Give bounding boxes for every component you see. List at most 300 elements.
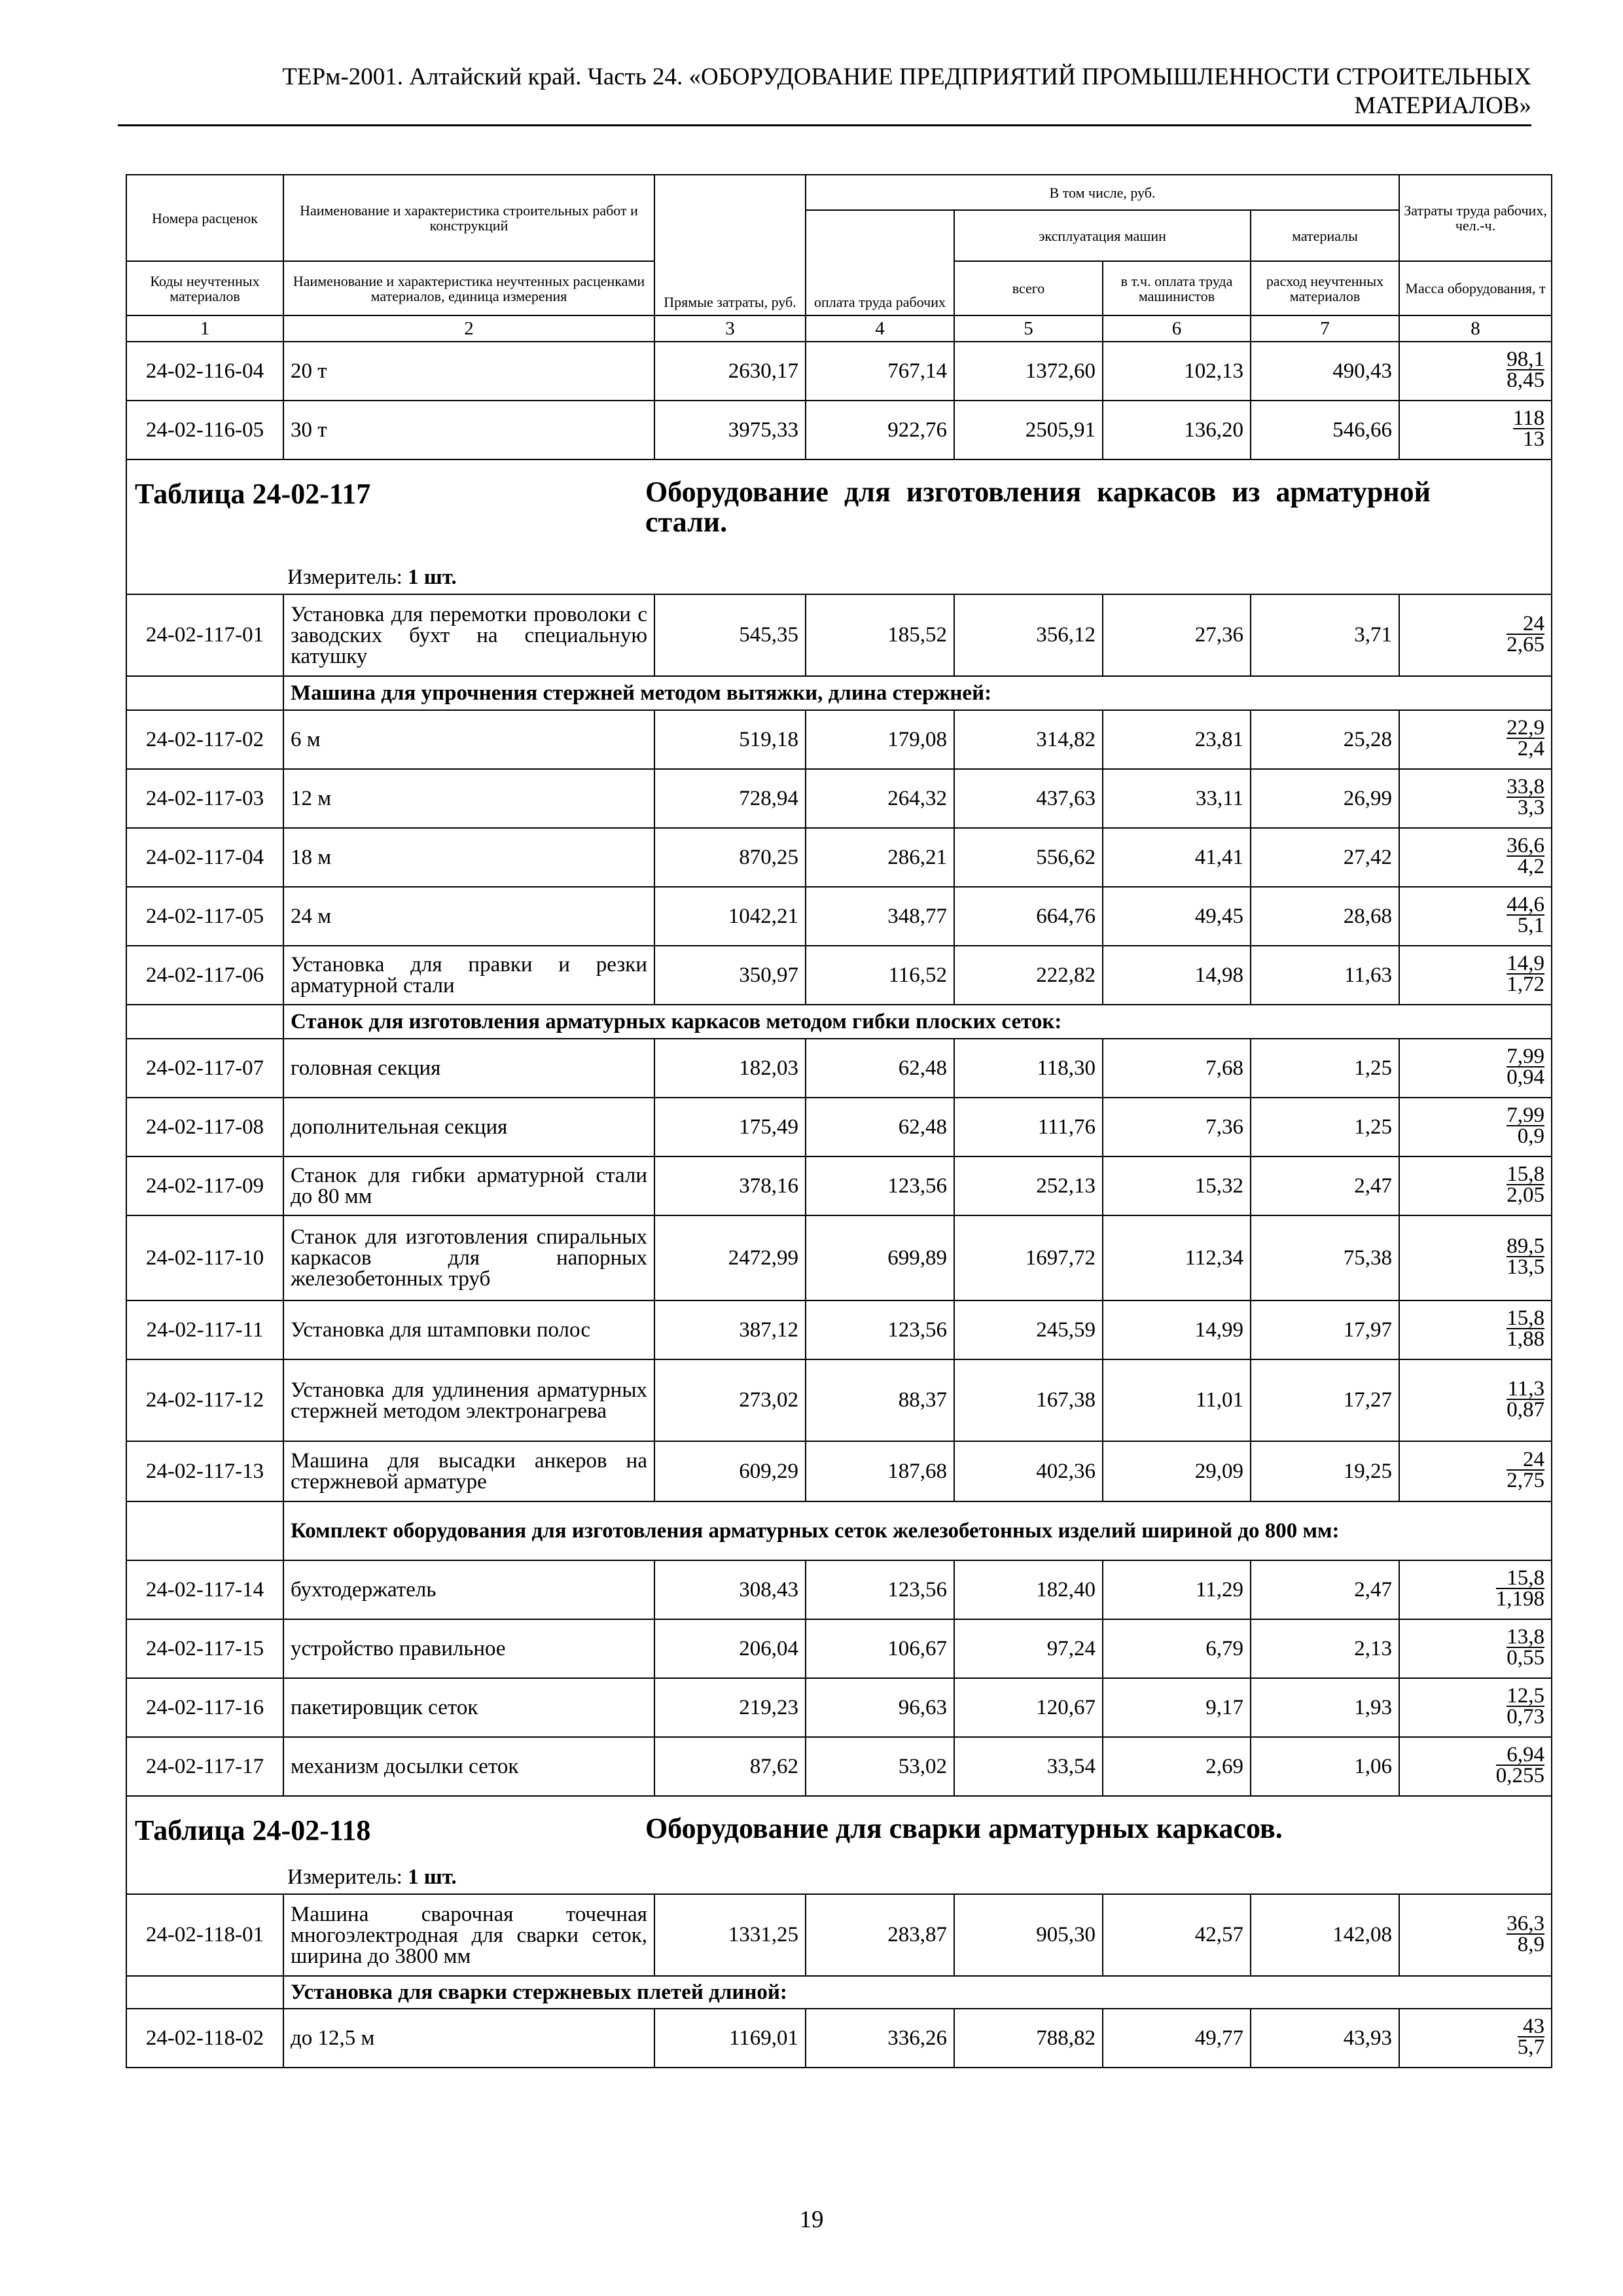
column-number: 2 — [283, 315, 654, 342]
labor-hours: 33,8 — [1507, 775, 1545, 798]
equipment-mass: 8,45 — [1507, 368, 1545, 392]
machinists-pay: 49,45 — [1103, 887, 1251, 946]
table-row — [126, 828, 1552, 887]
equipment-mass: 3,3 — [1517, 796, 1545, 819]
machinists-pay: 7,36 — [1103, 1098, 1251, 1157]
materials-cost: 1,06 — [1251, 1737, 1399, 1796]
work-name: 6 м — [283, 710, 654, 769]
col-header-direct: Прямые затраты, руб. — [654, 175, 806, 315]
group-blank — [126, 676, 283, 710]
table-row — [126, 769, 1552, 828]
machines-total: 222,82 — [954, 946, 1103, 1005]
work-name: механизм досылки сеток — [283, 1737, 654, 1796]
equipment-mass: 5,7 — [1517, 2036, 1545, 2059]
labor-mass-fraction — [1399, 1619, 1552, 1678]
fraction — [1507, 895, 1544, 935]
labor-mass-fraction — [1399, 1441, 1552, 1501]
col-header-codes: Номера расценок — [126, 175, 283, 261]
fraction — [1507, 1236, 1544, 1277]
group-heading: Установка для сварки стержневых плетей длиной: — [283, 1976, 1552, 2009]
equipment-mass: 4,2 — [1517, 855, 1545, 878]
direct-costs: 609,29 — [654, 1441, 806, 1501]
unit-prefix: Измеритель: — [287, 565, 402, 589]
work-name: 30 т — [283, 401, 654, 459]
section-title-line — [127, 1797, 1551, 1847]
page-number: 19 — [799, 2206, 824, 2233]
workers-pay: 53,02 — [806, 1737, 954, 1796]
rate-code: 24-02-117-05 — [126, 887, 283, 946]
work-name: Машина сварочная точечная многоэлектродная для сварки сеток, ширина до 3800 мм — [283, 1894, 654, 1976]
col-header-materials: материалы — [1251, 210, 1399, 261]
fraction — [1507, 1308, 1544, 1349]
labor-mass-fraction — [1399, 946, 1552, 1005]
labor-mass-fraction — [1399, 1039, 1552, 1098]
machinists-pay: 42,57 — [1103, 1894, 1251, 1976]
workers-pay: 179,08 — [806, 710, 954, 769]
labor-mass-fraction — [1399, 2009, 1552, 2068]
work-name: Установка для перемотки проволоки с заводских бухт на специальную катушку — [283, 594, 654, 676]
materials-cost: 1,93 — [1251, 1678, 1399, 1737]
materials-cost: 3,71 — [1251, 594, 1399, 676]
workers-pay: 264,32 — [806, 769, 954, 828]
fraction — [1507, 350, 1544, 390]
table-row — [126, 1039, 1552, 1098]
section-title-row — [126, 1796, 1552, 1894]
column-number: 3 — [654, 315, 806, 342]
rate-code: 24-02-117-14 — [126, 1560, 283, 1619]
machines-total: 118,30 — [954, 1039, 1103, 1098]
work-name: 24 м — [283, 887, 654, 946]
work-name: 12 м — [283, 769, 654, 828]
machinists-pay: 29,09 — [1103, 1441, 1251, 1501]
machinists-pay: 49,77 — [1103, 2009, 1251, 2068]
work-name: головная секция — [283, 1039, 654, 1098]
fraction — [1507, 1376, 1545, 1422]
table-row — [126, 401, 1552, 459]
col-header-machinists-pay: в т.ч. оплата труда машинистов — [1103, 261, 1251, 315]
machinists-pay: 11,29 — [1103, 1560, 1251, 1619]
table-row — [126, 1619, 1552, 1678]
fraction — [1507, 1105, 1544, 1146]
machinists-pay: 2,69 — [1103, 1737, 1251, 1796]
labor-hours: 89,5 — [1507, 1234, 1545, 1258]
equipment-mass: 2,65 — [1507, 632, 1545, 656]
machinists-pay: 15,32 — [1103, 1157, 1251, 1215]
materials-cost: 2,47 — [1251, 1560, 1399, 1619]
column-number: 6 — [1103, 315, 1251, 342]
direct-costs: 1042,21 — [654, 887, 806, 946]
group-heading-row — [126, 1501, 1552, 1560]
work-name: Установка для удлинения арматурных стержней методом электронагрева — [283, 1359, 654, 1441]
labor-hours: 44,6 — [1507, 893, 1545, 916]
fraction — [1507, 1047, 1544, 1087]
materials-cost: 25,28 — [1251, 710, 1399, 769]
machines-total: 314,82 — [954, 710, 1103, 769]
col-header-labor: Затраты труда рабочих, чел.-ч. — [1399, 175, 1552, 261]
table-row — [126, 2009, 1552, 2068]
fraction — [1507, 1164, 1544, 1205]
equipment-mass: 8,9 — [1517, 1932, 1545, 1956]
work-name: бухтодержатель — [283, 1560, 654, 1619]
header-row-1 — [126, 175, 1552, 210]
col-header-unaccounted-materials: расход неучтенных материалов — [1251, 261, 1399, 315]
col-header-unaccounted-codes: Коды неучтенных материалов — [126, 261, 283, 315]
rate-code: 24-02-117-07 — [126, 1039, 283, 1098]
labor-hours: 22,9 — [1507, 716, 1545, 740]
direct-costs: 2472,99 — [654, 1215, 806, 1300]
fraction — [1507, 1450, 1544, 1490]
materials-cost: 43,93 — [1251, 2009, 1399, 2068]
equipment-mass: 0,73 — [1507, 1705, 1545, 1729]
machines-total: 905,30 — [954, 1894, 1103, 1976]
section-unit — [127, 565, 457, 591]
workers-pay: 96,63 — [806, 1678, 954, 1737]
materials-cost: 142,08 — [1251, 1894, 1399, 1976]
direct-costs: 378,16 — [654, 1157, 806, 1215]
machinists-pay: 136,20 — [1103, 401, 1251, 459]
workers-pay: 123,56 — [806, 1560, 954, 1619]
labor-hours: 6,94 — [1496, 1745, 1544, 1766]
fraction — [1513, 408, 1544, 449]
direct-costs: 2630,17 — [654, 342, 806, 401]
header-line-2: МАТЕРИАЛОВ» — [1354, 92, 1531, 119]
workers-pay: 922,76 — [806, 401, 954, 459]
work-name: дополнительная секция — [283, 1098, 654, 1157]
equipment-mass: 0,9 — [1517, 1124, 1545, 1148]
workers-pay: 185,52 — [806, 594, 954, 676]
rate-code: 24-02-117-13 — [126, 1441, 283, 1501]
labor-hours: 36,6 — [1507, 834, 1545, 857]
equipment-mass: 0,255 — [1495, 1764, 1545, 1787]
direct-costs: 350,97 — [654, 946, 806, 1005]
labor-mass-fraction — [1399, 1359, 1552, 1441]
equipment-mass: 5,1 — [1517, 914, 1545, 937]
labor-mass-fraction — [1399, 1678, 1552, 1737]
labor-hours: 14,9 — [1507, 952, 1545, 975]
machines-total: 97,24 — [954, 1619, 1103, 1678]
machines-total: 664,76 — [954, 887, 1103, 946]
workers-pay: 187,68 — [806, 1441, 954, 1501]
table-row — [126, 1560, 1552, 1619]
rate-code: 24-02-117-09 — [126, 1157, 283, 1215]
equipment-mass: 0,87 — [1507, 1397, 1545, 1422]
machines-total: 788,82 — [954, 2009, 1103, 2068]
work-name: Установка для правки и резки арматурной стали — [283, 946, 654, 1005]
workers-pay: 767,14 — [806, 342, 954, 401]
machinists-pay: 6,79 — [1103, 1619, 1251, 1678]
fraction — [1507, 1686, 1544, 1727]
workers-pay: 336,26 — [806, 2009, 954, 2068]
fraction — [1507, 777, 1544, 817]
direct-costs: 545,35 — [654, 594, 806, 676]
column-number: 1 — [126, 315, 283, 342]
direct-costs: 387,12 — [654, 1300, 806, 1359]
table-row — [126, 946, 1552, 1005]
direct-costs: 219,23 — [654, 1678, 806, 1737]
materials-cost: 17,27 — [1251, 1359, 1399, 1441]
table-row — [126, 710, 1552, 769]
materials-cost: 2,47 — [1251, 1157, 1399, 1215]
labor-hours: 7,99 — [1507, 1103, 1545, 1127]
fraction — [1507, 954, 1544, 994]
group-heading: Машина для упрочнения стержней методом вытяжки, длина стержней: — [283, 676, 1552, 710]
workers-pay: 283,87 — [806, 1894, 954, 1976]
rate-code: 24-02-117-16 — [126, 1678, 283, 1737]
machines-total: 2505,91 — [954, 401, 1103, 459]
rate-code: 24-02-117-10 — [126, 1215, 283, 1300]
labor-mass-fraction — [1399, 1157, 1552, 1215]
direct-costs: 308,43 — [654, 1560, 806, 1619]
rate-code: 24-02-117-12 — [126, 1359, 283, 1441]
col-header-machines-total: всего — [954, 261, 1103, 315]
machinists-pay: 112,34 — [1103, 1215, 1251, 1300]
col-header-workers-pay: оплата труда рабочих — [806, 210, 954, 315]
machines-total: 167,38 — [954, 1359, 1103, 1441]
table-row — [126, 1678, 1552, 1737]
equipment-mass: 2,05 — [1507, 1183, 1545, 1207]
labor-hours: 98,1 — [1507, 348, 1545, 371]
fraction — [1496, 1745, 1544, 1785]
section-title-line — [127, 460, 1551, 537]
work-name: 20 т — [283, 342, 654, 401]
unit-value: 1 шт. — [408, 1865, 457, 1889]
labor-mass-fraction — [1399, 769, 1552, 828]
labor-mass-fraction — [1399, 594, 1552, 676]
group-heading-row — [126, 1005, 1552, 1039]
column-number: 4 — [806, 315, 954, 342]
equipment-mass: 13 — [1523, 427, 1545, 451]
labor-mass-fraction — [1399, 1560, 1552, 1619]
rate-code: 24-02-117-04 — [126, 828, 283, 887]
equipment-mass: 1,72 — [1507, 973, 1545, 996]
group-heading-row — [126, 676, 1552, 710]
section-table-label: Таблица 24-02-117 — [135, 478, 371, 510]
direct-costs: 182,03 — [654, 1039, 806, 1098]
table-row — [126, 1359, 1552, 1441]
materials-cost: 28,68 — [1251, 887, 1399, 946]
rate-code: 24-02-118-01 — [126, 1894, 283, 1976]
section-heading — [126, 459, 1552, 594]
materials-cost: 19,25 — [1251, 1441, 1399, 1501]
workers-pay: 106,67 — [806, 1619, 954, 1678]
machinists-pay: 27,36 — [1103, 594, 1251, 676]
work-name: Станок для гибки арматурной стали до 80 мм — [283, 1157, 654, 1215]
workers-pay: 88,37 — [806, 1359, 954, 1441]
fraction — [1518, 2017, 1544, 2057]
col-header-machines: эксплуатация машин — [954, 210, 1251, 261]
materials-cost: 11,63 — [1251, 946, 1399, 1005]
labor-mass-fraction — [1399, 342, 1552, 401]
table-row — [126, 1215, 1552, 1300]
direct-costs: 175,49 — [654, 1098, 806, 1157]
table-row — [126, 887, 1552, 946]
workers-pay: 116,52 — [806, 946, 954, 1005]
machinists-pay: 23,81 — [1103, 710, 1251, 769]
direct-costs: 3975,33 — [654, 401, 806, 459]
rates-table — [126, 174, 1552, 2068]
work-name: Машина для высадки анкеров на стержневой арматуре — [283, 1441, 654, 1501]
labor-hours: 15,8 — [1507, 1162, 1545, 1186]
col-header-unaccounted-name: Наименование и характеристика неучтенных расценками материалов, единица измерения — [283, 261, 654, 315]
materials-cost: 26,99 — [1251, 769, 1399, 828]
machinists-pay: 102,13 — [1103, 342, 1251, 401]
machinists-pay: 9,17 — [1103, 1678, 1251, 1737]
work-name: Установка для штамповки полос — [283, 1300, 654, 1359]
section-title-row — [126, 459, 1552, 594]
table-row — [126, 342, 1552, 401]
workers-pay: 348,77 — [806, 887, 954, 946]
col-header-name: Наименование и характеристика строительных работ и конструкций — [283, 175, 654, 261]
workers-pay: 123,56 — [806, 1300, 954, 1359]
rate-code: 24-02-116-04 — [126, 342, 283, 401]
materials-cost: 1,25 — [1251, 1039, 1399, 1098]
group-heading: Станок для изготовления арматурных каркасов методом гибки плоских сеток: — [283, 1005, 1552, 1039]
machines-total: 252,13 — [954, 1157, 1103, 1215]
group-blank — [126, 1501, 283, 1560]
materials-cost: 1,25 — [1251, 1098, 1399, 1157]
column-number: 8 — [1399, 315, 1552, 342]
labor-hours: 15,8 — [1496, 1568, 1544, 1589]
labor-hours: 12,5 — [1507, 1684, 1545, 1708]
labor-mass-fraction — [1399, 887, 1552, 946]
fraction — [1507, 718, 1544, 759]
workers-pay: 62,48 — [806, 1039, 954, 1098]
machines-total: 437,63 — [954, 769, 1103, 828]
work-name: до 12,5 м — [283, 2009, 654, 2068]
equipment-mass: 1,198 — [1495, 1587, 1545, 1611]
machinists-pay: 11,01 — [1103, 1359, 1251, 1441]
page-header — [118, 63, 1531, 120]
direct-costs: 870,25 — [654, 828, 806, 887]
machinists-pay: 7,68 — [1103, 1039, 1251, 1098]
fraction — [1507, 1627, 1544, 1668]
table-row — [126, 1098, 1552, 1157]
rate-code: 24-02-118-02 — [126, 2009, 283, 2068]
labor-hours: 36,3 — [1507, 1911, 1545, 1935]
rate-code: 24-02-117-01 — [126, 594, 283, 676]
rate-code: 24-02-117-06 — [126, 946, 283, 1005]
column-number: 5 — [954, 315, 1103, 342]
fraction — [1507, 611, 1545, 656]
machines-total: 182,40 — [954, 1560, 1103, 1619]
section-heading — [126, 1796, 1552, 1894]
work-name: 18 м — [283, 828, 654, 887]
column-number: 7 — [1251, 315, 1399, 342]
machines-total: 556,62 — [954, 828, 1103, 887]
direct-costs: 728,94 — [654, 769, 806, 828]
labor-mass-fraction — [1399, 1098, 1552, 1157]
machinists-pay: 41,41 — [1103, 828, 1251, 887]
materials-cost: 17,97 — [1251, 1300, 1399, 1359]
table-row — [126, 1737, 1552, 1796]
header-rule — [118, 124, 1531, 126]
labor-hours: 24 — [1507, 614, 1544, 635]
group-blank — [126, 1976, 283, 2009]
materials-cost: 27,42 — [1251, 828, 1399, 887]
workers-pay: 699,89 — [806, 1215, 954, 1300]
column-numbers-row — [126, 315, 1552, 342]
rate-code: 24-02-117-08 — [126, 1098, 283, 1157]
table-row — [126, 594, 1552, 676]
materials-cost: 2,13 — [1251, 1619, 1399, 1678]
workers-pay: 286,21 — [806, 828, 954, 887]
machines-total: 1697,72 — [954, 1215, 1103, 1300]
table-row — [126, 1300, 1552, 1359]
rate-code: 24-02-117-17 — [126, 1737, 283, 1796]
section-unit — [127, 1865, 457, 1891]
work-name: пакетировщик сеток — [283, 1678, 654, 1737]
direct-costs: 1331,25 — [654, 1894, 806, 1976]
rate-code: 24-02-117-15 — [126, 1619, 283, 1678]
equipment-mass: 1,88 — [1507, 1327, 1545, 1351]
machines-total: 402,36 — [954, 1441, 1103, 1501]
work-name: устройство правильное — [283, 1619, 654, 1678]
materials-cost: 490,43 — [1251, 342, 1399, 401]
direct-costs: 206,04 — [654, 1619, 806, 1678]
group-blank — [126, 1005, 283, 1039]
direct-costs: 519,18 — [654, 710, 806, 769]
labor-mass-fraction — [1399, 401, 1552, 459]
equipment-mass: 2,4 — [1517, 737, 1545, 761]
rate-code: 24-02-116-05 — [126, 401, 283, 459]
equipment-mass: 2,75 — [1507, 1469, 1545, 1492]
labor-mass-fraction — [1399, 710, 1552, 769]
machines-total: 245,59 — [954, 1300, 1103, 1359]
table-row — [126, 1894, 1552, 1976]
labor-hours: 15,8 — [1507, 1306, 1545, 1330]
workers-pay: 62,48 — [806, 1098, 954, 1157]
header-line-1: ТЕРм-2001. Алтайский край. Часть 24. «ОБОРУДОВАНИЕ ПРЕДПРИЯТИЙ ПРОМЫШЛЕННОСТИ СТРОИТЕЛЬНЫХ — [282, 63, 1531, 90]
machines-total: 33,54 — [954, 1737, 1103, 1796]
unit-value: 1 шт. — [408, 565, 457, 589]
section-table-label: Таблица 24-02-118 — [135, 1814, 371, 1846]
equipment-mass: 0,94 — [1507, 1066, 1545, 1089]
fraction — [1496, 1568, 1544, 1609]
section-description: Оборудование для сварки арматурных каркасов. — [645, 1812, 1283, 1844]
direct-costs: 273,02 — [654, 1359, 806, 1441]
machinists-pay: 14,98 — [1103, 946, 1251, 1005]
materials-cost: 75,38 — [1251, 1215, 1399, 1300]
labor-hours: 11,3 — [1507, 1376, 1545, 1401]
fraction — [1507, 836, 1544, 876]
machines-total: 120,67 — [954, 1678, 1103, 1737]
section-description: Оборудование для изготовления каркасов из арматурной стали. — [645, 476, 1431, 538]
labor-hours: 24 — [1507, 1450, 1544, 1471]
table-row — [126, 1157, 1552, 1215]
col-header-mass: Масса оборудования, т — [1399, 261, 1552, 315]
labor-mass-fraction — [1399, 1894, 1552, 1976]
labor-mass-fraction — [1399, 1215, 1552, 1300]
equipment-mass: 0,55 — [1507, 1646, 1545, 1670]
labor-hours: 13,8 — [1507, 1625, 1545, 1649]
machinists-pay: 14,99 — [1103, 1300, 1251, 1359]
table-row — [126, 1441, 1552, 1501]
labor-mass-fraction — [1399, 1300, 1552, 1359]
materials-cost: 546,66 — [1251, 401, 1399, 459]
labor-hours: 43 — [1518, 2017, 1544, 2037]
machinists-pay: 33,11 — [1103, 769, 1251, 828]
rate-code: 24-02-117-02 — [126, 710, 283, 769]
equipment-mass: 13,5 — [1507, 1255, 1545, 1279]
work-name: Станок для изготовления спиральных каркасов для напорных железобетонных труб — [283, 1215, 654, 1300]
labor-mass-fraction — [1399, 1737, 1552, 1796]
machines-total: 1372,60 — [954, 342, 1103, 401]
machines-total: 356,12 — [954, 594, 1103, 676]
fraction — [1507, 1911, 1545, 1956]
rate-code: 24-02-117-03 — [126, 769, 283, 828]
rate-code: 24-02-117-11 — [126, 1300, 283, 1359]
labor-hours: 7,99 — [1507, 1045, 1545, 1068]
